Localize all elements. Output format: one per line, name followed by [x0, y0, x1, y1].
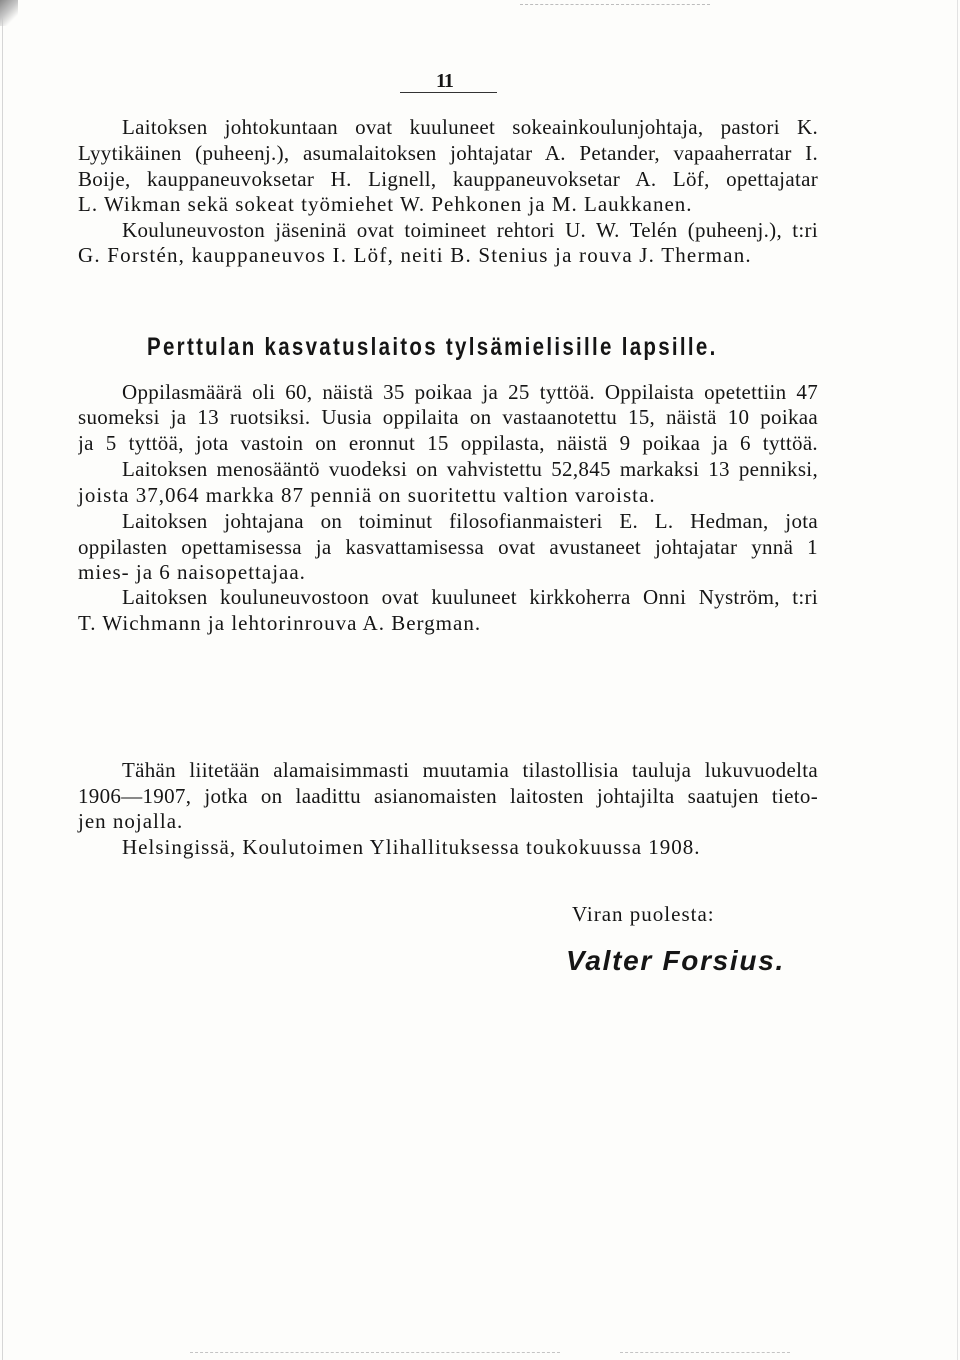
page-number: 11: [436, 70, 453, 92]
scan-dash-bottom: [620, 1352, 790, 1353]
section-heading: Perttulan kasvatuslaitos tylsämielisille lapsille.: [147, 333, 718, 361]
text-line: Kouluneuvoston jäseninä ovat toimineet rehtori U. W. Telén (puheenj.), t:ri: [122, 218, 818, 242]
text-line: L. Wikman sekä sokeat työmiehet W. Pehkonen ja M. Laukkanen.: [78, 192, 693, 216]
text-line: jen nojalla.: [78, 809, 184, 833]
text-line: ja 5 tyttöä, jota vastoin on eronnut 15 oppilasta, näistä 9 poikaa ja 6 tyttöä.: [78, 431, 818, 455]
scan-edge-left: [2, 0, 3, 1360]
scan-dash-top: [520, 4, 710, 5]
text-line: Laitoksen kouluneuvostoon ovat kuuluneet kirkkoherra Onni Nyström, t:ri: [122, 585, 818, 609]
page-number-rule: [400, 92, 497, 93]
scan-corner-mark: [0, 0, 18, 26]
text-line: T. Wichmann ja lehtorinrouva A. Bergman.: [78, 611, 482, 635]
text-line: G. Forstén, kauppaneuvos I. Löf, neiti B. Stenius ja rouva J. Therman.: [78, 243, 752, 267]
text-line: Boije, kauppaneuvoksetar H. Lignell, kauppaneuvoksetar A. Löf, opettajatar: [78, 167, 818, 191]
text-line: Lyytikäinen (puheenj.), asumalaitoksen johtajatar A. Petander, vapaaherratar I.: [78, 141, 818, 165]
text-line: Helsingissä, Koulutoimen Ylihallituksessa toukokuussa 1908.: [122, 835, 701, 859]
text-line: Laitoksen menosääntö vuodeksi on vahvistettu 52,845 markaksi 13 penniksi,: [122, 457, 818, 481]
text-line: Oppilasmäärä oli 60, näistä 35 poikaa ja 25 tyttöä. Oppilaista opetettiin 47: [122, 380, 818, 404]
text-line: 1906—1907, jotka on laadittu asianomaisten laitosten johtajilta saatujen tieto-: [78, 784, 818, 808]
text-line: Tähän liitetään alamaisimmasti muutamia tilastollisia tauluja lukuvuodelta: [122, 758, 818, 782]
text-line: mies- ja 6 naisopettajaa.: [78, 560, 306, 584]
signature-name: Valter Forsius.: [566, 945, 785, 976]
text-line: oppilasten opettamisessa ja kasvattamisessa ovat avustaneet johtajatar ynnä 1: [78, 535, 818, 559]
text-line: Laitoksen johtajana on toiminut filosofianmaisteri E. L. Hedman, jota: [122, 509, 818, 533]
text-line: Laitoksen johtokuntaan ovat kuuluneet sokeainkoulunjohtaja, pastori K.: [122, 115, 818, 139]
signature-title: Viran puolesta:: [572, 902, 715, 926]
text-line: joista 37,064 markka 87 penniä on suoritettu valtion varoista.: [78, 483, 656, 507]
scan-dash-bottom: [190, 1352, 560, 1353]
scan-edge-right: [957, 0, 958, 1360]
text-line: suomeksi ja 13 ruotsiksi. Uusia oppilaita on vastaanotettu 15, näistä 10 poikaa: [78, 405, 818, 429]
